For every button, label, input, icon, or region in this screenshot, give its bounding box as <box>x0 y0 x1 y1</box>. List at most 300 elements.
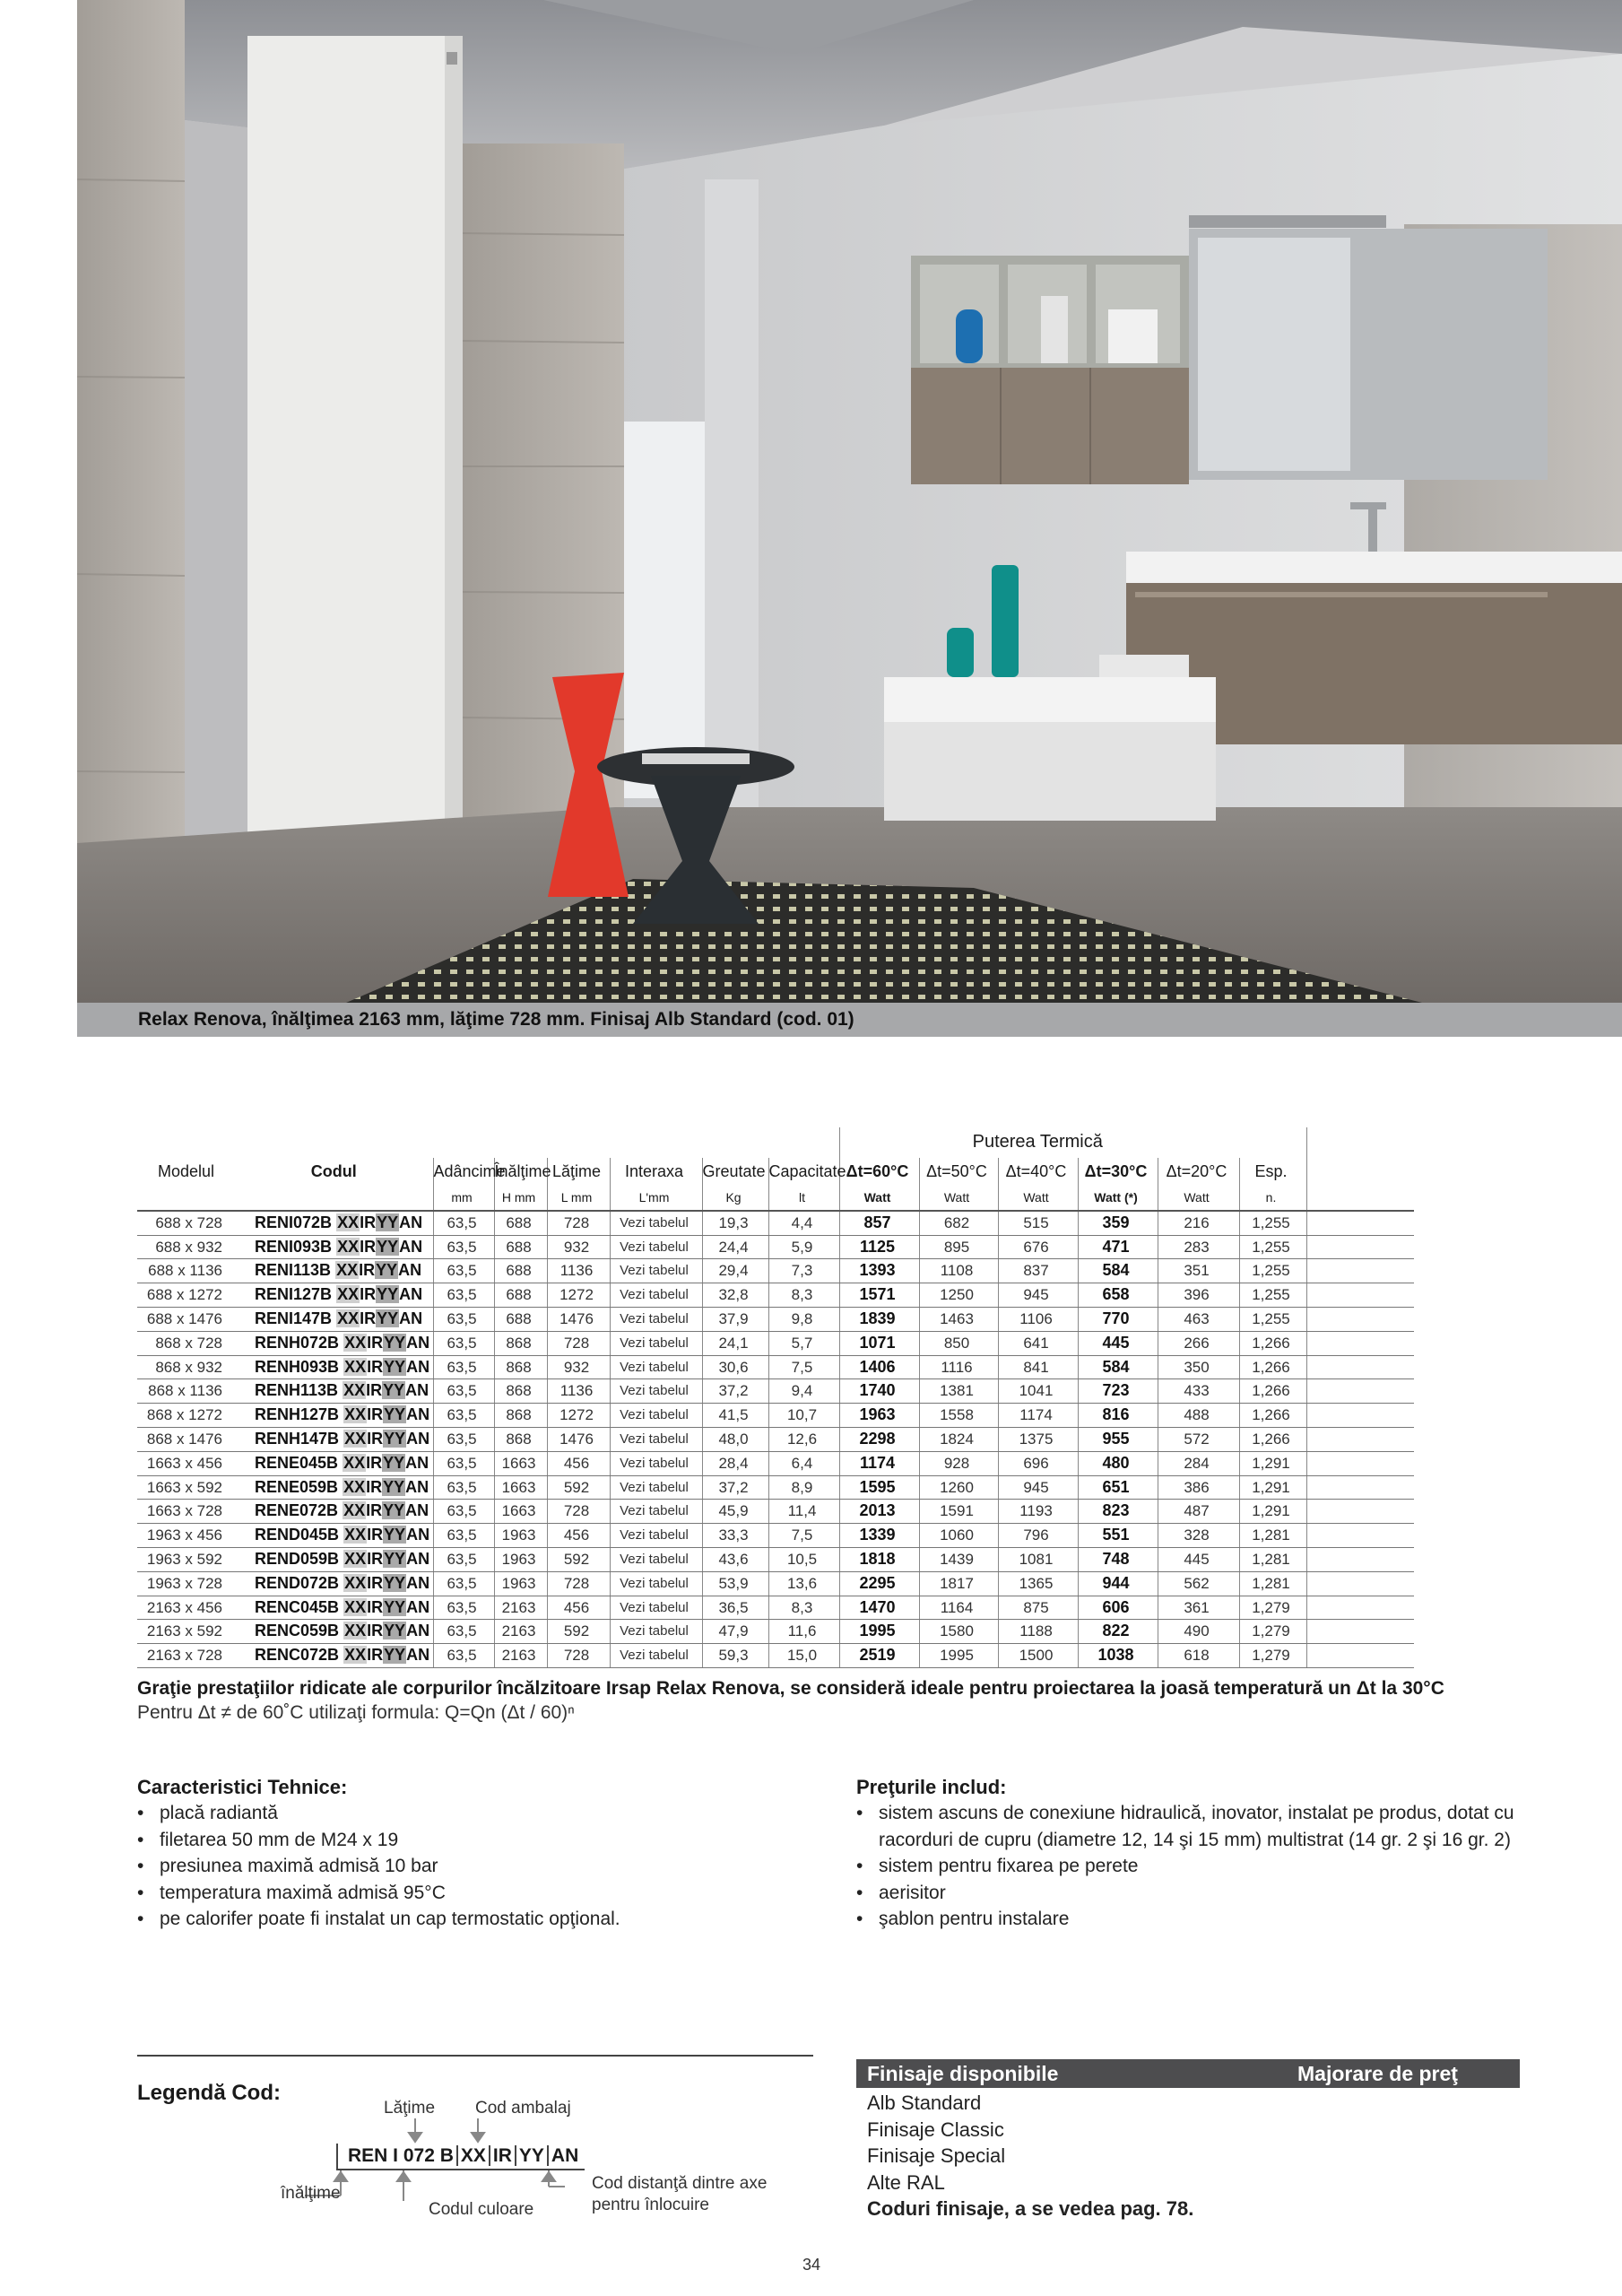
cell-t40: 1365 <box>998 1571 1078 1596</box>
list-item: • presiunea maximă admisă 10 bar <box>137 1853 765 1880</box>
cell-greutate: 24,1 <box>702 1331 768 1355</box>
cell-empty <box>1306 1404 1414 1428</box>
code-segment: IR <box>367 1526 384 1544</box>
cell-t40: 796 <box>998 1524 1078 1548</box>
cell-model: 688 x 932 <box>137 1235 239 1259</box>
cell-t50: 1250 <box>919 1283 998 1308</box>
cell-adancime: 63,5 <box>433 1500 494 1524</box>
cell-t30: 823 <box>1078 1500 1158 1524</box>
page-number: 34 <box>802 2256 821 2274</box>
table-row <box>137 1451 1414 1475</box>
cell-empty <box>1306 1355 1414 1379</box>
code-segment: AN <box>406 1357 430 1376</box>
group-header-thermal: Puterea Termică <box>839 1127 1239 1158</box>
cell-t40: 945 <box>998 1475 1078 1500</box>
cell-interaxa: Vezi tabelul <box>610 1355 702 1379</box>
cell-adancime: 63,5 <box>433 1259 494 1283</box>
cell-t40: 1193 <box>998 1500 1078 1524</box>
cell-esp: 1,255 <box>1239 1283 1306 1308</box>
photo-caption: Relax Renova, înălţimea 2163 mm, lăţime 728 mm. Finisaj Alb Standard (cod. 01) <box>77 1003 1622 1037</box>
cell-latime: 456 <box>547 1524 610 1548</box>
legend-code-sample <box>336 2144 585 2170</box>
cell-capacitate: 15,0 <box>768 1644 839 1668</box>
cell-code <box>239 1451 433 1475</box>
cell-t50: 1817 <box>919 1571 998 1596</box>
code-segment: YY <box>384 1622 406 1640</box>
code-segment: RENI072B <box>255 1213 333 1231</box>
code-segment: RENE045B <box>255 1453 339 1472</box>
cell-capacitate: 6,4 <box>768 1451 839 1475</box>
cell-adancime: 63,5 <box>433 1475 494 1500</box>
cell-esp: 1,266 <box>1239 1379 1306 1404</box>
cell-capacitate: 4,4 <box>768 1211 839 1235</box>
finishes-header <box>856 2059 1520 2088</box>
cell-t60: 1125 <box>839 1235 919 1259</box>
cell-empty <box>1306 1571 1414 1596</box>
cell-inaltime: 868 <box>494 1404 547 1428</box>
code-segment: YY <box>384 1573 406 1592</box>
cell-greutate: 19,3 <box>702 1211 768 1235</box>
cell-t60: 1174 <box>839 1451 919 1475</box>
table-row <box>137 1307 1414 1331</box>
cell-greutate: 47,9 <box>702 1620 768 1644</box>
finish-item: Finisaje Special <box>867 2144 1006 2167</box>
code-segment: XX <box>344 1405 367 1424</box>
cell-model: 868 x 1136 <box>137 1379 239 1404</box>
cell-adancime: 63,5 <box>433 1211 494 1235</box>
table-row <box>137 1259 1414 1283</box>
cell-t20: 361 <box>1158 1596 1239 1620</box>
cell-code <box>239 1571 433 1596</box>
cell-latime: 728 <box>547 1211 610 1235</box>
cell-code <box>239 1259 433 1283</box>
cell-latime: 456 <box>547 1596 610 1620</box>
cell-t20: 487 <box>1158 1500 1239 1524</box>
code-segment: IR <box>360 1213 377 1231</box>
cell-t40: 676 <box>998 1235 1078 1259</box>
cell-esp: 1,281 <box>1239 1524 1306 1548</box>
code-part-base: REN I 072 B <box>348 2145 454 2166</box>
cell-t50: 1591 <box>919 1500 998 1524</box>
cell-t40: 641 <box>998 1331 1078 1355</box>
code-segment: XX <box>343 1477 366 1496</box>
cell-t40: 945 <box>998 1283 1078 1308</box>
cell-t50: 1995 <box>919 1644 998 1668</box>
code-segment: XX <box>344 1597 367 1616</box>
cell-latime: 1272 <box>547 1404 610 1428</box>
cell-adancime: 63,5 <box>433 1235 494 1259</box>
cell-t60: 1818 <box>839 1547 919 1571</box>
code-segment: IR <box>367 1646 384 1665</box>
cell-greutate: 30,6 <box>702 1355 768 1379</box>
cell-greutate: 59,3 <box>702 1644 768 1668</box>
finishes-list <box>867 2090 1193 2222</box>
cell-empty <box>1306 1620 1414 1644</box>
cell-esp: 1,279 <box>1239 1596 1306 1620</box>
cell-t40: 875 <box>998 1596 1078 1620</box>
code-segment: YY <box>377 1285 399 1304</box>
table-row <box>137 1331 1414 1355</box>
code-segment: IR <box>367 1573 384 1592</box>
code-segment: XX <box>344 1646 367 1665</box>
cell-t50: 1164 <box>919 1596 998 1620</box>
note-low-temperature: Graţie prestaţiilor ridicate ale corpurilor încălzitoare Irsap Relax Renova, se consideră ideale pentru proiectarea la joasă temperatură un Δt la 30°C <box>137 1678 1444 1699</box>
list-item: • filetarea 50 mm de M24 x 19 <box>137 1827 765 1854</box>
cell-t50: 1381 <box>919 1379 998 1404</box>
cell-t30: 955 <box>1078 1427 1158 1451</box>
code-segment: AN <box>406 1549 430 1568</box>
table-row <box>137 1524 1414 1548</box>
col-unit: L'mm <box>610 1187 702 1211</box>
list-item: • sistem ascuns de conexiune hidraulică, inovator, instalat pe produs, dotat cu racorduri de cupru (diametre 12, 14 şi 15 mm) multistrat (14 gr. 2 şi 16 gr. 2) <box>856 1800 1524 1853</box>
cell-inaltime: 1663 <box>494 1451 547 1475</box>
code-segment: IR <box>367 1333 384 1352</box>
cell-interaxa: Vezi tabelul <box>610 1451 702 1475</box>
cell-latime: 1272 <box>547 1283 610 1308</box>
cell-greutate: 37,2 <box>702 1475 768 1500</box>
cell-t20: 283 <box>1158 1235 1239 1259</box>
cell-t40: 1081 <box>998 1547 1078 1571</box>
code-part-connection: IR <box>489 2145 515 2166</box>
cell-adancime: 63,5 <box>433 1644 494 1668</box>
col-header: Δt=40°C <box>998 1158 1078 1187</box>
cell-t50: 1824 <box>919 1427 998 1451</box>
cell-t30: 1038 <box>1078 1644 1158 1668</box>
table-row <box>137 1404 1414 1428</box>
col-unit: Watt <box>998 1187 1078 1211</box>
cell-capacitate: 8,9 <box>768 1475 839 1500</box>
table-row <box>137 1571 1414 1596</box>
cell-interaxa: Vezi tabelul <box>610 1283 702 1308</box>
cell-greutate: 24,4 <box>702 1235 768 1259</box>
col-header: Δt=30°C <box>1078 1158 1158 1187</box>
cell-t30: 723 <box>1078 1379 1158 1404</box>
table-row <box>137 1547 1414 1571</box>
cell-adancime: 63,5 <box>433 1524 494 1548</box>
cell-greutate: 29,4 <box>702 1259 768 1283</box>
cell-code <box>239 1547 433 1571</box>
cell-adancime: 63,5 <box>433 1620 494 1644</box>
legend-cod-distanta-2: pentru înlocuire <box>592 2196 709 2214</box>
cell-capacitate: 13,6 <box>768 1571 839 1596</box>
cell-latime: 932 <box>547 1235 610 1259</box>
cell-code <box>239 1620 433 1644</box>
cell-model: 688 x 1136 <box>137 1259 239 1283</box>
cell-model: 2163 x 728 <box>137 1644 239 1668</box>
code-segment: RENC059B <box>255 1622 340 1640</box>
cell-inaltime: 1963 <box>494 1547 547 1571</box>
cell-latime: 456 <box>547 1451 610 1475</box>
cell-adancime: 63,5 <box>433 1571 494 1596</box>
code-segment: YY <box>384 1405 406 1424</box>
code-segment: RENC072B <box>255 1646 340 1665</box>
cell-t60: 1470 <box>839 1596 919 1620</box>
cell-code <box>239 1500 433 1524</box>
cell-t20: 490 <box>1158 1620 1239 1644</box>
code-segment: YY <box>377 1237 399 1256</box>
cell-empty <box>1306 1644 1414 1668</box>
cell-inaltime: 868 <box>494 1379 547 1404</box>
cell-capacitate: 7,5 <box>768 1355 839 1379</box>
cell-inaltime: 688 <box>494 1307 547 1331</box>
cell-t20: 284 <box>1158 1451 1239 1475</box>
list-item: • şablon pentru instalare <box>856 1906 1524 1933</box>
cell-inaltime: 868 <box>494 1427 547 1451</box>
cell-greutate: 41,5 <box>702 1404 768 1428</box>
tech-title: Caracteristici Tehnice: <box>137 1776 348 1798</box>
prices-list <box>856 1800 1524 1933</box>
col-unit: Watt (*) <box>1078 1187 1158 1211</box>
cell-code <box>239 1524 433 1548</box>
legend-title: Legendă Cod: <box>137 2081 281 2105</box>
cell-t30: 471 <box>1078 1235 1158 1259</box>
cell-t60: 1839 <box>839 1307 919 1331</box>
cell-code <box>239 1211 433 1235</box>
code-segment: REND059B <box>255 1549 340 1568</box>
cell-capacitate: 10,5 <box>768 1547 839 1571</box>
cell-adancime: 63,5 <box>433 1331 494 1355</box>
col-unit: mm <box>433 1187 494 1211</box>
cell-t60: 2519 <box>839 1644 919 1668</box>
cell-capacitate: 11,4 <box>768 1500 839 1524</box>
code-segment: YY <box>383 1381 405 1400</box>
cell-t30: 822 <box>1078 1620 1158 1644</box>
code-segment: IR <box>366 1453 383 1472</box>
cell-empty <box>1306 1451 1414 1475</box>
code-segment: AN <box>399 1285 423 1304</box>
cell-capacitate: 9,8 <box>768 1307 839 1331</box>
cell-adancime: 63,5 <box>433 1404 494 1428</box>
cell-latime: 932 <box>547 1355 610 1379</box>
col-unit <box>137 1187 239 1211</box>
code-segment: XX <box>344 1526 367 1544</box>
cell-esp: 1,279 <box>1239 1644 1306 1668</box>
code-segment: YY <box>377 1213 399 1231</box>
cell-t40: 837 <box>998 1259 1078 1283</box>
cell-t50: 1060 <box>919 1524 998 1548</box>
cell-greutate: 48,0 <box>702 1427 768 1451</box>
code-segment: AN <box>406 1333 430 1352</box>
code-segment: RENC045B <box>255 1597 340 1616</box>
col-header: Interaxa <box>610 1158 702 1187</box>
cell-inaltime: 1963 <box>494 1524 547 1548</box>
legend-divider <box>137 2055 813 2057</box>
cell-t30: 445 <box>1078 1331 1158 1355</box>
cell-model: 868 x 932 <box>137 1355 239 1379</box>
code-segment: AN <box>406 1622 430 1640</box>
code-part-interaxis: YY <box>515 2145 547 2166</box>
cell-code <box>239 1475 433 1500</box>
cell-model: 2163 x 456 <box>137 1596 239 1620</box>
code-segment: AN <box>405 1501 429 1520</box>
cell-inaltime: 2163 <box>494 1596 547 1620</box>
col-unit: Kg <box>702 1187 768 1211</box>
col-header: Adâncime <box>433 1158 494 1187</box>
cell-t20: 216 <box>1158 1211 1239 1235</box>
cell-inaltime: 688 <box>494 1235 547 1259</box>
cell-t50: 850 <box>919 1331 998 1355</box>
finish-item: Finisaje Classic <box>867 2118 1004 2141</box>
code-segment: XX <box>343 1381 366 1400</box>
cell-esp: 1,266 <box>1239 1331 1306 1355</box>
cell-t40: 1041 <box>998 1379 1078 1404</box>
cell-t40: 515 <box>998 1211 1078 1235</box>
code-segment: YY <box>383 1477 405 1496</box>
code-segment: XX <box>343 1453 366 1472</box>
col-header: Greutate <box>702 1158 768 1187</box>
cell-inaltime: 1663 <box>494 1500 547 1524</box>
code-segment: YY <box>384 1549 406 1568</box>
cell-capacitate: 10,7 <box>768 1404 839 1428</box>
cell-t40: 1174 <box>998 1404 1078 1428</box>
cell-interaxa: Vezi tabelul <box>610 1235 702 1259</box>
tech-list <box>137 1800 765 1933</box>
col-unit: lt <box>768 1187 839 1211</box>
cell-t60: 2295 <box>839 1571 919 1596</box>
cell-esp: 1,255 <box>1239 1259 1306 1283</box>
cell-esp: 1,266 <box>1239 1427 1306 1451</box>
code-segment: XX <box>337 1237 360 1256</box>
code-segment: AN <box>405 1453 429 1472</box>
cell-code <box>239 1404 433 1428</box>
legend-inaltime: înălţime <box>281 2184 341 2203</box>
cell-greutate: 32,8 <box>702 1283 768 1308</box>
code-segment: YY <box>384 1357 406 1376</box>
cell-empty <box>1306 1475 1414 1500</box>
code-segment: IR <box>366 1381 383 1400</box>
cell-t60: 1339 <box>839 1524 919 1548</box>
code-segment: XX <box>344 1429 367 1448</box>
cell-t50: 1108 <box>919 1259 998 1283</box>
cell-t60: 2013 <box>839 1500 919 1524</box>
code-segment: XX <box>344 1573 367 1592</box>
cell-t20: 386 <box>1158 1475 1239 1500</box>
col-unit: L mm <box>547 1187 610 1211</box>
cell-t40: 841 <box>998 1355 1078 1379</box>
code-segment: AN <box>399 1309 423 1327</box>
cell-model: 1663 x 456 <box>137 1451 239 1475</box>
cell-model: 868 x 1272 <box>137 1404 239 1428</box>
cell-inaltime: 2163 <box>494 1644 547 1668</box>
col-unit <box>239 1187 433 1211</box>
cell-capacitate: 7,3 <box>768 1259 839 1283</box>
code-segment: REND045B <box>255 1526 340 1544</box>
code-segment: IR <box>366 1477 383 1496</box>
list-item: • aerisitor <box>856 1880 1524 1907</box>
cell-latime: 728 <box>547 1571 610 1596</box>
code-segment: XX <box>337 1285 360 1304</box>
cell-model: 688 x 728 <box>137 1211 239 1235</box>
cell-model: 1963 x 592 <box>137 1547 239 1571</box>
cell-t50: 1463 <box>919 1307 998 1331</box>
cell-interaxa: Vezi tabelul <box>610 1547 702 1571</box>
code-segment: IR <box>360 1237 377 1256</box>
cell-capacitate: 8,3 <box>768 1596 839 1620</box>
cell-esp: 1,255 <box>1239 1307 1306 1331</box>
col-unit: Watt <box>839 1187 919 1211</box>
code-segment: RENI127B <box>255 1285 333 1304</box>
code-segment: IR <box>367 1405 384 1424</box>
cell-greutate: 33,3 <box>702 1524 768 1548</box>
cell-t20: 350 <box>1158 1355 1239 1379</box>
col-header: Δt=50°C <box>919 1158 998 1187</box>
col-unit: H mm <box>494 1187 547 1211</box>
col-unit: n. <box>1239 1187 1306 1211</box>
code-segment: YY <box>384 1333 406 1352</box>
code-segment: AN <box>405 1381 429 1400</box>
code-part-packaging: AN <box>547 2145 581 2166</box>
col-header: Lăţime <box>547 1158 610 1187</box>
cell-code <box>239 1283 433 1308</box>
cell-t50: 1439 <box>919 1547 998 1571</box>
cell-greutate: 53,9 <box>702 1571 768 1596</box>
code-segment: AN <box>399 1237 423 1256</box>
cell-inaltime: 688 <box>494 1259 547 1283</box>
legend-cod-distanta-1: Cod distanţă dintre axe <box>592 2174 768 2193</box>
cell-t30: 944 <box>1078 1571 1158 1596</box>
cell-t60: 1393 <box>839 1259 919 1283</box>
cell-capacitate: 5,7 <box>768 1331 839 1355</box>
cell-greutate: 43,6 <box>702 1547 768 1571</box>
code-segment: REND072B <box>255 1573 340 1592</box>
cell-interaxa: Vezi tabelul <box>610 1379 702 1404</box>
code-segment: AN <box>406 1646 430 1665</box>
cell-t20: 433 <box>1158 1379 1239 1404</box>
code-segment: YY <box>384 1429 406 1448</box>
cell-esp: 1,281 <box>1239 1547 1306 1571</box>
col-unit: Watt <box>919 1187 998 1211</box>
list-item: • placă radiantă <box>137 1800 765 1827</box>
cell-latime: 728 <box>547 1500 610 1524</box>
cell-t20: 445 <box>1158 1547 1239 1571</box>
cell-model: 1963 x 728 <box>137 1571 239 1596</box>
cell-t30: 770 <box>1078 1307 1158 1331</box>
code-segment: YY <box>384 1646 406 1665</box>
code-segment: YY <box>383 1501 405 1520</box>
cell-model: 1663 x 728 <box>137 1500 239 1524</box>
code-segment: IR <box>360 1309 377 1327</box>
cell-adancime: 63,5 <box>433 1596 494 1620</box>
col-header: Înălţime <box>494 1158 547 1187</box>
cell-adancime: 63,5 <box>433 1355 494 1379</box>
cell-t30: 551 <box>1078 1524 1158 1548</box>
cell-latime: 1136 <box>547 1259 610 1283</box>
code-segment: XX <box>344 1357 367 1376</box>
cell-interaxa: Vezi tabelul <box>610 1331 702 1355</box>
cell-esp: 1,255 <box>1239 1235 1306 1259</box>
table-row <box>137 1283 1414 1308</box>
code-segment: IR <box>367 1429 384 1448</box>
cell-empty <box>1306 1596 1414 1620</box>
cell-code <box>239 1596 433 1620</box>
cell-interaxa: Vezi tabelul <box>610 1211 702 1235</box>
cell-code <box>239 1235 433 1259</box>
cell-empty <box>1306 1259 1414 1283</box>
list-item: • pe calorifer poate fi instalat un cap termostatic opţional. <box>137 1906 765 1933</box>
cell-capacitate: 12,6 <box>768 1427 839 1451</box>
cell-adancime: 63,5 <box>433 1283 494 1308</box>
code-segment: IR <box>359 1261 376 1280</box>
cell-inaltime: 868 <box>494 1355 547 1379</box>
cell-greutate: 37,2 <box>702 1379 768 1404</box>
code-segment: AN <box>399 1213 423 1231</box>
finish-item: Alb Standard <box>867 2092 982 2114</box>
cell-interaxa: Vezi tabelul <box>610 1524 702 1548</box>
legend-cod-ambalaj: Cod ambalaj <box>475 2099 571 2118</box>
cell-empty <box>1306 1235 1414 1259</box>
cell-t20: 463 <box>1158 1307 1239 1331</box>
cell-t60: 857 <box>839 1211 919 1235</box>
